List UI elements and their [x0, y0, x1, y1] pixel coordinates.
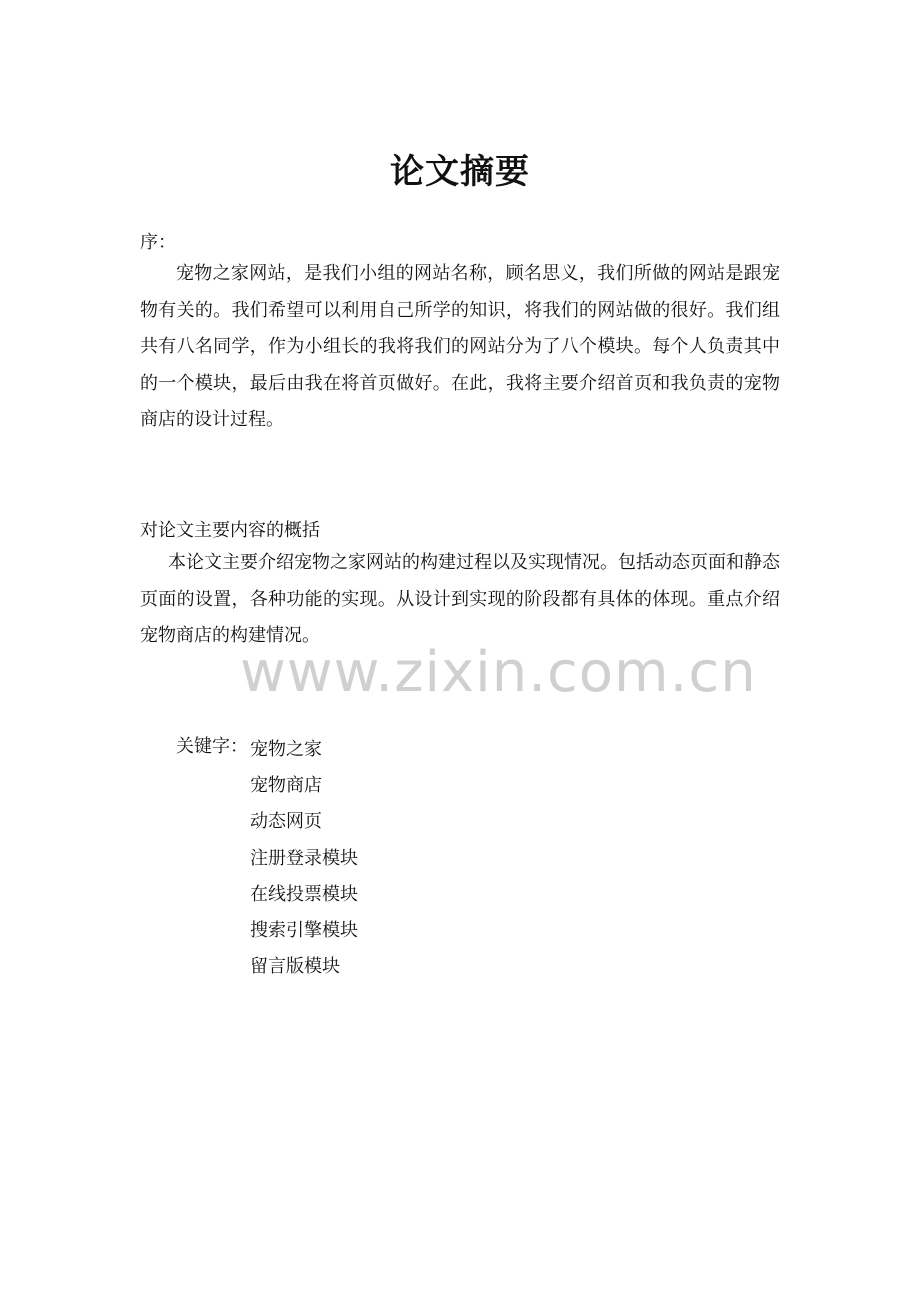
preface-text: 宠物之家网站，是我们小组的网站名称，顾名思义，我们所做的网站是跟宠物有关的。我们希望可以利用自己所学的知识，将我们的网站做的很好。我们组共有八名同学，作为小组长的我将我们的网站分为了八个模块。每个人负责其中的一个模块，最后由我在将首页做好。在此，我将主要介绍首页和我负责的宠物商店的设计过程。	[140, 263, 780, 430]
keyword-item: 留言版模块	[250, 956, 340, 978]
preface-paragraph	[140, 256, 780, 439]
summary-text: 本论文主要介绍宠物之家网站的构建过程以及实现情况。包括动态页面和静态页面的设置，各种功能的实现。从设计到实现的阶段都有具体的体现。重点介绍宠物商店的构建情况。	[140, 552, 780, 646]
keywords-list	[250, 732, 358, 985]
keyword-item: 宠物商店	[250, 775, 322, 797]
page-title: 论文摘要	[390, 152, 530, 192]
keyword-item: 宠物之家	[250, 739, 322, 760]
keyword-item: 搜索引擎模块	[250, 920, 358, 942]
keyword-item: 动态网页	[250, 811, 322, 833]
preface-label: 序：	[140, 232, 176, 253]
watermark-text: www.zixin.com.cn	[240, 640, 757, 705]
summary-paragraph	[140, 545, 780, 655]
keyword-item: 注册登录模块	[250, 847, 358, 869]
keyword-item: 在线投票模块	[250, 883, 358, 905]
summary-label: 对论文主要内容的概括	[140, 520, 320, 541]
keywords-label: 关键字：	[176, 736, 248, 757]
